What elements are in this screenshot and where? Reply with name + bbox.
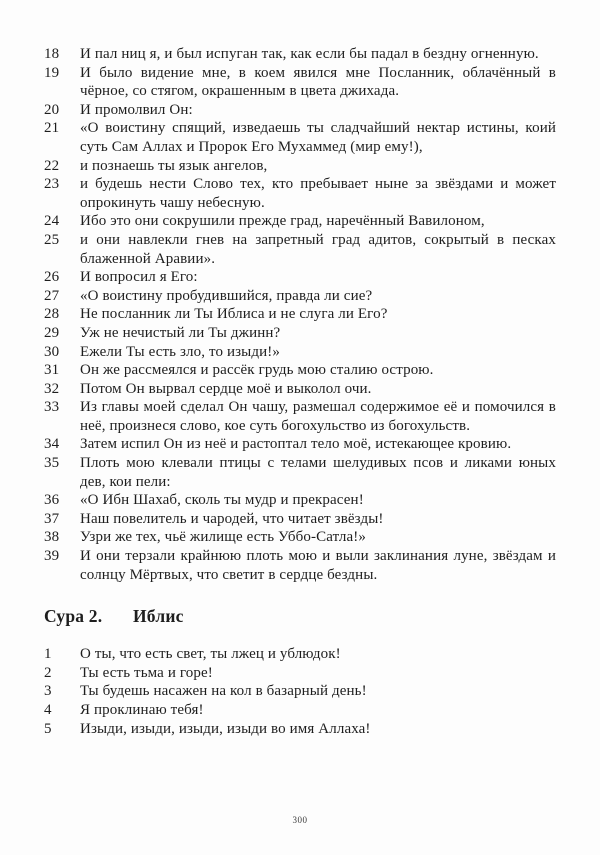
verse-row: [44, 398, 556, 435]
verse-number: 3: [44, 683, 52, 700]
verse-number: 30: [44, 343, 60, 360]
verse-text: Он же рассмеялся и рассёк грудь мою сталию острою.: [80, 362, 434, 379]
verse-number: 1: [44, 646, 52, 663]
verse-number: 39: [44, 548, 60, 565]
verse-text: Из главы моей сделал Он чашу, размешал содержимое её и помочился в неё, произнеся слово, кое суть богохульство из богохульств.: [80, 399, 556, 434]
verse-number: 33: [44, 399, 60, 416]
verse-row: [44, 324, 556, 343]
verse-number: 2: [44, 664, 52, 681]
verse-row: [44, 435, 556, 454]
verse-text: Потом Он вырвал сердце моё и выколол очи.: [80, 380, 372, 397]
verse-text: Плоть мою клевали птицы с телами шелудивых псов и ликами юных дев, кои пели:: [80, 455, 556, 490]
verse-row: [44, 547, 556, 584]
verse-number: 23: [44, 176, 60, 193]
verse-text: О ты, что есть свет, ты лжец и ублюдок!: [80, 646, 341, 663]
verse-number: 25: [44, 231, 60, 248]
verse-list-top: [44, 45, 556, 584]
verse-text: «О воистину пробудившийся, правда ли сие?: [80, 287, 373, 304]
verse-row: [44, 64, 556, 101]
verse-row: [44, 701, 556, 720]
verse-row: [44, 101, 556, 120]
verse-row: [44, 380, 556, 399]
verse-row: [44, 287, 556, 306]
verse-row: [44, 510, 556, 529]
verse-number: 22: [44, 157, 60, 174]
page-content: [44, 45, 556, 738]
verse-number: 32: [44, 380, 60, 397]
verse-text: Узри же тех, чьё жилище есть Уббо-Сатла!»: [80, 529, 367, 546]
verse-number: 4: [44, 702, 52, 718]
verse-text: «О Ибн Шахаб, сколь ты мудр и прекрасен!: [80, 492, 364, 509]
verse-row: [44, 175, 556, 212]
verse-text: Ежели Ты есть зло, то изыди!»: [80, 343, 281, 360]
verse-number: 34: [44, 436, 60, 453]
verse-row: [44, 720, 556, 739]
verse-number: 21: [44, 120, 60, 137]
verse-number: 29: [44, 324, 60, 341]
sura-heading-number: Сура 2.: [44, 606, 103, 627]
sura-heading: [44, 605, 556, 628]
verse-row: [44, 361, 556, 380]
verse-number: 19: [44, 64, 60, 81]
verse-text: Ибо это они сокрушили прежде град, наречённый Вавилоном,: [80, 213, 485, 230]
verse-number: 27: [44, 287, 60, 304]
verse-number: 31: [44, 362, 60, 379]
verse-number: 26: [44, 269, 60, 286]
verse-text: Уж не нечистый ли Ты джинн?: [80, 324, 281, 341]
page-number: 300: [292, 815, 308, 825]
verse-row: [44, 343, 556, 362]
verse-text: И они терзали крайнюю плоть мою и выли заклинания луне, звёздам и солнцу Мёртвых, что светит в сердце бездны.: [80, 548, 556, 583]
verse-text: и познаешь ты язык ангелов,: [80, 157, 268, 174]
verse-row: [44, 305, 556, 324]
verse-text: Не посланник ли Ты Иблиса и не слуга ли Его?: [80, 306, 388, 323]
sura-heading-title: Иблис: [133, 606, 184, 627]
verse-text: И промолвил Он:: [80, 101, 193, 118]
verse-number: 20: [44, 101, 60, 118]
verse-row: [44, 454, 556, 491]
verse-number: 38: [44, 529, 60, 546]
verse-number: 28: [44, 306, 60, 323]
verse-row: [44, 268, 556, 287]
verse-number: 18: [44, 46, 60, 62]
verse-text: Наш повелитель и чародей, что читает звёзды!: [80, 510, 384, 527]
verse-row: [44, 491, 556, 510]
verse-text: и будешь нести Слово тех, кто пребывает ныне за звёздами и может опрокинуть чашу небесную.: [80, 176, 556, 211]
verse-row: [44, 45, 556, 64]
verse-number: 37: [44, 510, 60, 527]
verse-text: Ты будешь насажен на кол в базарный день!: [80, 683, 367, 700]
verse-row: [44, 212, 556, 231]
verse-row: [44, 231, 556, 268]
verse-text: Я проклинаю тебя!: [80, 702, 204, 718]
verse-row: [44, 157, 556, 176]
verse-text: и они навлекли гнев на запретный град адитов, сокрытый в песках блаженной Аравии».: [80, 231, 556, 267]
verse-number: 35: [44, 455, 60, 472]
verse-text: И было видение мне, в коем явился мне Посланник, облачённый в чёрное, со стягом, окрашенным в цвета джихада.: [80, 64, 556, 100]
verse-number: 36: [44, 492, 60, 509]
verse-text: «О воистину спящий, изведаешь ты сладчайший нектар истины, коий суть Сам Аллах и Пророк Его Мухаммед (мир ему!),: [80, 120, 556, 155]
verse-text: И пал ниц я, и был испуган так, как если бы падал в бездну огненную.: [80, 46, 539, 62]
verse-row: [44, 528, 556, 547]
verse-row: [44, 645, 556, 664]
verse-number: 24: [44, 213, 60, 230]
verse-row: [44, 119, 556, 156]
verse-text: Ты есть тьма и горе!: [80, 664, 213, 681]
verse-row: [44, 664, 556, 683]
verse-list-bottom: [44, 645, 556, 738]
verse-row: [44, 682, 556, 701]
verse-text: Изыди, изыди, изыди, изыди во имя Аллаха!: [80, 720, 371, 737]
verse-text: И вопросил я Его:: [80, 269, 198, 286]
verse-text: Затем испил Он из неё и растоптал тело моё, истекающее кровию.: [80, 436, 512, 453]
verse-number: 5: [44, 720, 52, 737]
